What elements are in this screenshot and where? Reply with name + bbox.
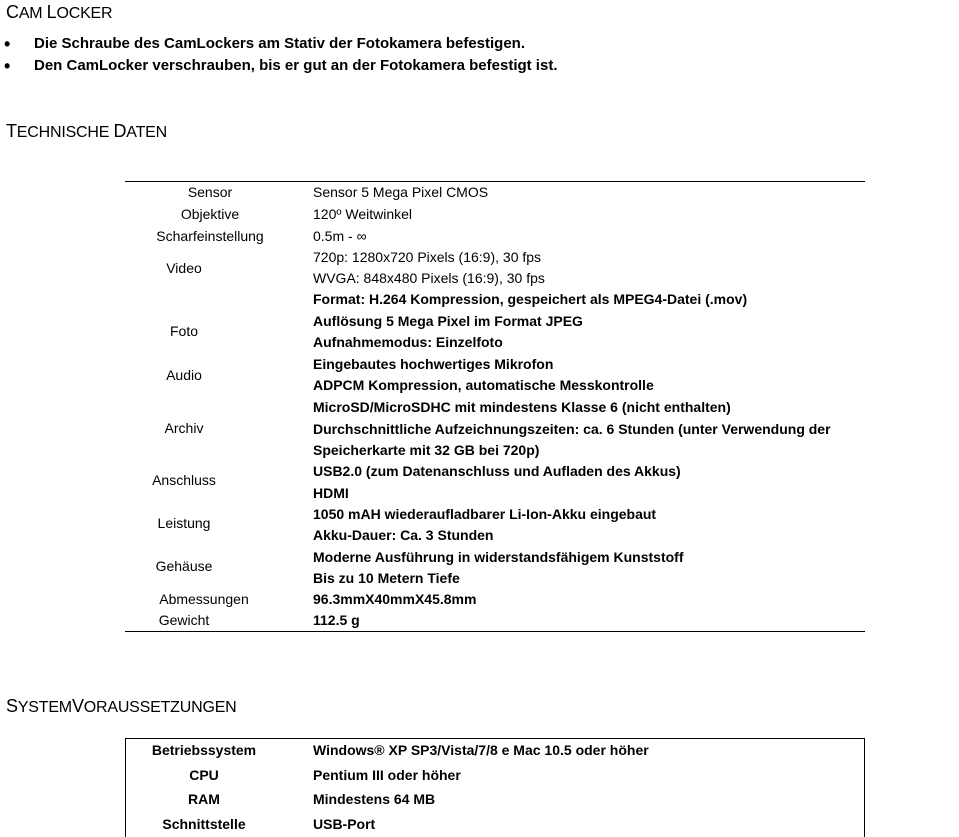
system-heading — [6, 696, 237, 717]
spec-label-objektive: Objektive — [180, 206, 240, 222]
heading-cap: C — [6, 2, 19, 22]
spec-value: 120º Weitwinkel — [313, 206, 413, 222]
system-value: Mindestens 64 MB — [313, 791, 436, 807]
spec-value: Format: H.264 Kompression, gespeichert als MPEG4-Datei (.mov) — [313, 291, 748, 307]
heading-cap: D — [113, 121, 127, 141]
spec-value: MicroSD/MicroSDHC mit mindestens Klasse 6 (nicht enthalten) — [313, 399, 731, 415]
spec-value: Moderne Ausführung in widerstandsfähigem Kunststoff — [313, 549, 684, 565]
system-label: Betriebssystem — [151, 742, 257, 758]
instruction-item: • Den CamLocker verschrauben, bis er gut an der Fotokamera befestigt ist. — [0, 55, 557, 77]
heading-cap: T — [6, 121, 17, 141]
system-label: CPU — [189, 767, 219, 783]
heading-text: ORAUSSETZUNGEN — [83, 699, 237, 716]
spec-value: Eingebautes hochwertiges Mikrofon — [313, 356, 554, 372]
spec-label-archiv: Archiv — [164, 420, 204, 436]
spec-label-video: Video — [166, 260, 202, 276]
spec-value: 112.5 g — [313, 612, 360, 628]
tech-heading — [6, 121, 167, 142]
system-table-top-rule — [125, 738, 865, 739]
spec-value: 0.5m - ∞ — [313, 228, 367, 244]
spec-value: Auflösung 5 Mega Pixel im Format JPEG — [313, 313, 583, 329]
heading-cap: S — [6, 696, 18, 716]
system-value: Windows® XP SP3/Vista/7/8 e Mac 10.5 oder höher — [313, 742, 649, 758]
spec-label-focus: Scharfeinstellung — [156, 228, 264, 244]
spec-value: 720p: 1280x720 Pixels (16:9), 30 fps — [313, 249, 542, 265]
spec-label-abmessungen: Abmessungen — [159, 591, 249, 607]
system-table-right-rule — [864, 738, 865, 837]
table-bottom-rule — [125, 631, 865, 632]
spec-label-gewicht: Gewicht — [158, 612, 210, 628]
system-label: Schnittstelle — [162, 816, 246, 832]
spec-value: Bis zu 10 Metern Tiefe — [313, 570, 460, 586]
heading-text: YSTEM — [17, 699, 72, 716]
system-value: Pentium III oder höher — [313, 767, 461, 783]
instruction-item: • Die Schraube des CamLockers am Stativ der Fotokamera befestigen. — [0, 33, 557, 55]
spec-value: 96.3mmX40mmX45.8mm — [313, 591, 477, 607]
spec-value: Sensor 5 Mega Pixel CMOS — [313, 184, 489, 200]
spec-label-gehause: Gehäuse — [155, 558, 213, 574]
spec-value: Aufnahmemodus: Einzelfoto — [313, 334, 503, 350]
system-value: USB-Port — [313, 816, 376, 832]
system-label: RAM — [188, 791, 220, 807]
heading-text: AM — [18, 5, 47, 22]
heading-text: OCKER — [56, 5, 113, 22]
spec-label-sensor: Sensor — [187, 184, 233, 200]
heading-text: ATEN — [126, 124, 167, 141]
spec-value: Akku-Dauer: Ca. 3 Stunden — [313, 527, 494, 543]
spec-value: WVGA: 848x480 Pixels (16:9), 30 fps — [313, 270, 545, 286]
spec-value: ADPCM Kompression, automatische Messkontrolle — [313, 377, 654, 393]
spec-label-foto: Foto — [169, 323, 198, 339]
spec-value: 1050 mAH wiederaufladbarer Li-Ion-Akku eingebaut — [313, 506, 657, 522]
heading-cap: L — [46, 2, 57, 22]
spec-value: USB2.0 (zum Datenanschluss und Aufladen des Akkus) — [313, 463, 681, 479]
table-top-rule — [125, 181, 865, 182]
heading-text: ECHNISCHE — [16, 124, 114, 141]
spec-label-leistung: Leistung — [157, 515, 211, 531]
heading-cap: V — [71, 696, 84, 716]
camlocker-heading — [6, 2, 112, 23]
spec-value: Durchschnittliche Aufzeichnungszeiten: ca. 6 Stunden (unter Verwendung der — [313, 421, 831, 437]
camlocker-instructions — [0, 33, 557, 77]
spec-label-anschluss: Anschluss — [152, 472, 216, 488]
spec-value: Speicherkarte mit 32 GB bei 720p) — [313, 442, 540, 458]
spec-value: HDMI — [313, 485, 349, 501]
spec-label-audio: Audio — [166, 367, 202, 383]
